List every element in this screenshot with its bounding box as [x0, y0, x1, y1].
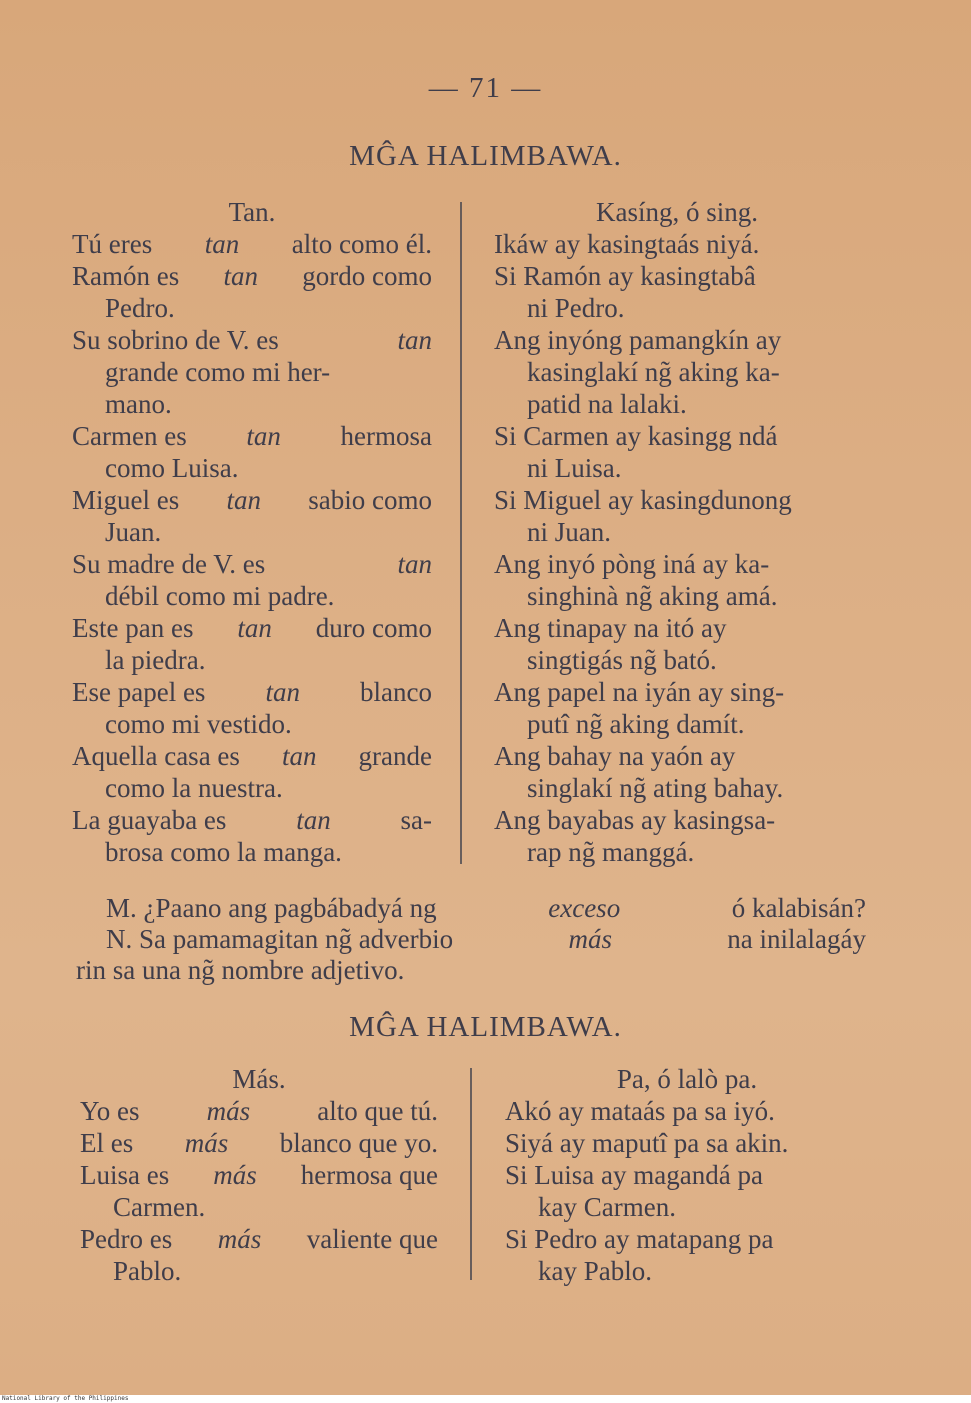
left-line: Pedro es más valiente que — [80, 1224, 438, 1254]
right-line: ni Pedro. — [527, 293, 625, 323]
footer-credit: National Library of the Philippines — [0, 1395, 971, 1403]
right-line: kay Pablo. — [538, 1256, 652, 1286]
answer-line-2: rin sa una ng̃ nombre adjetivo. — [76, 955, 405, 985]
left-line: brosa como la manga. — [105, 837, 342, 867]
left-line: Su sobrino de V. es tan — [72, 325, 432, 355]
left-line: Miguel es tan sabio como — [72, 485, 432, 515]
right-line: ni Juan. — [527, 517, 611, 547]
left-line: la piedra. — [105, 645, 206, 675]
right-line: patid na lalaki. — [527, 389, 687, 419]
left-line: grande como mi her- — [105, 357, 331, 387]
left-line: como Luisa. — [105, 453, 239, 483]
right-line: singlakí ng̃ ating bahay. — [527, 773, 784, 803]
right-line: Ang bayabas ay kasingsa- — [494, 805, 776, 835]
right-line: Ikáw ay kasingtaás niyá. — [494, 229, 760, 259]
left-line: Ramón es tan gordo como — [72, 261, 432, 291]
page-number: — 71 — — [428, 72, 543, 104]
right-line: Ang inyóng pamangkín ay — [494, 325, 782, 355]
right-line: kay Carmen. — [538, 1192, 676, 1222]
right-line: ni Luisa. — [527, 453, 622, 483]
left-line: Juan. — [105, 517, 162, 547]
left-line: débil como mi padre. — [105, 581, 335, 611]
section1-right-title: Kasíng, ó sing. — [596, 197, 758, 227]
section2-right-title: Pa, ó lalò pa. — [616, 1064, 758, 1094]
right-line: Akó ay mataás pa sa iyó. — [505, 1096, 775, 1126]
left-line: Ese papel es tan blanco — [72, 677, 432, 707]
left-line: Carmen es tan hermosa — [72, 421, 432, 451]
column-divider — [460, 202, 462, 864]
right-line: Ang tinapay na itó ay — [494, 613, 727, 643]
section2-left-title: Más. — [232, 1064, 286, 1094]
section1-right-column — [494, 196, 860, 868]
column-divider — [470, 1068, 472, 1280]
section2-right-column — [505, 1063, 869, 1287]
section2-left-column — [80, 1063, 438, 1287]
right-line: putî ng̃ aking damít. — [527, 709, 745, 739]
left-line: Este pan es tan duro como — [72, 613, 432, 643]
question-line: M. ¿Paano ang pagbábadyá ng exceso ó kalabisán? — [106, 893, 866, 923]
right-line: rap ng̃ manggá. — [527, 837, 695, 867]
right-line: singtigás ng̃ bató. — [527, 645, 717, 675]
right-line: singhinà ng̃ aking amá. — [527, 581, 778, 611]
right-line: Si Carmen ay kasingg ndá — [494, 421, 778, 451]
section1-left-column — [72, 196, 432, 868]
left-line: Pedro. — [105, 293, 175, 323]
right-line: Si Luisa ay magandá pa — [505, 1160, 763, 1190]
right-line: Ang papel na iyán ay sing- — [494, 677, 785, 707]
left-line: mano. — [105, 389, 172, 419]
right-line: Si Miguel ay kasingdunong — [494, 485, 792, 515]
left-line: El es más blanco que yo. — [80, 1128, 438, 1158]
section2-heading: MĜA HALIMBAWA. — [349, 1011, 622, 1043]
left-line: Su madre de V. es tan — [72, 549, 432, 579]
right-line: Si Ramón ay kasingtabâ — [494, 261, 756, 291]
left-line: La guayaba es tan sa- — [72, 805, 432, 835]
left-line: como la nuestra. — [105, 773, 283, 803]
right-line: Ang bahay na yaón ay — [494, 741, 736, 771]
right-line: kasinglakí ng̃ aking ka- — [527, 357, 780, 387]
right-line: Siyá ay maputî pa sa akin. — [505, 1128, 789, 1158]
left-line: Yo es más alto que tú. — [80, 1096, 438, 1126]
section1-heading: MĜA HALIMBAWA. — [349, 140, 622, 172]
left-line: Aquella casa es tan grande — [72, 741, 432, 771]
answer-line: N. Sa pamamagitan ng̃ adverbio más na inilalagáy — [106, 924, 866, 954]
left-line: como mi vestido. — [105, 709, 292, 739]
right-line: Ang inyó pòng iná ay ka- — [494, 549, 770, 579]
left-line: Carmen. — [113, 1192, 206, 1222]
right-line: Si Pedro ay matapang pa — [505, 1224, 774, 1254]
left-line: Pablo. — [113, 1256, 182, 1286]
section1-left-title: Tan. — [228, 197, 276, 227]
left-line: Tú eres tan alto como él. — [72, 229, 432, 259]
left-line: Luisa es más hermosa que — [80, 1160, 438, 1190]
question-answer — [76, 893, 866, 986]
